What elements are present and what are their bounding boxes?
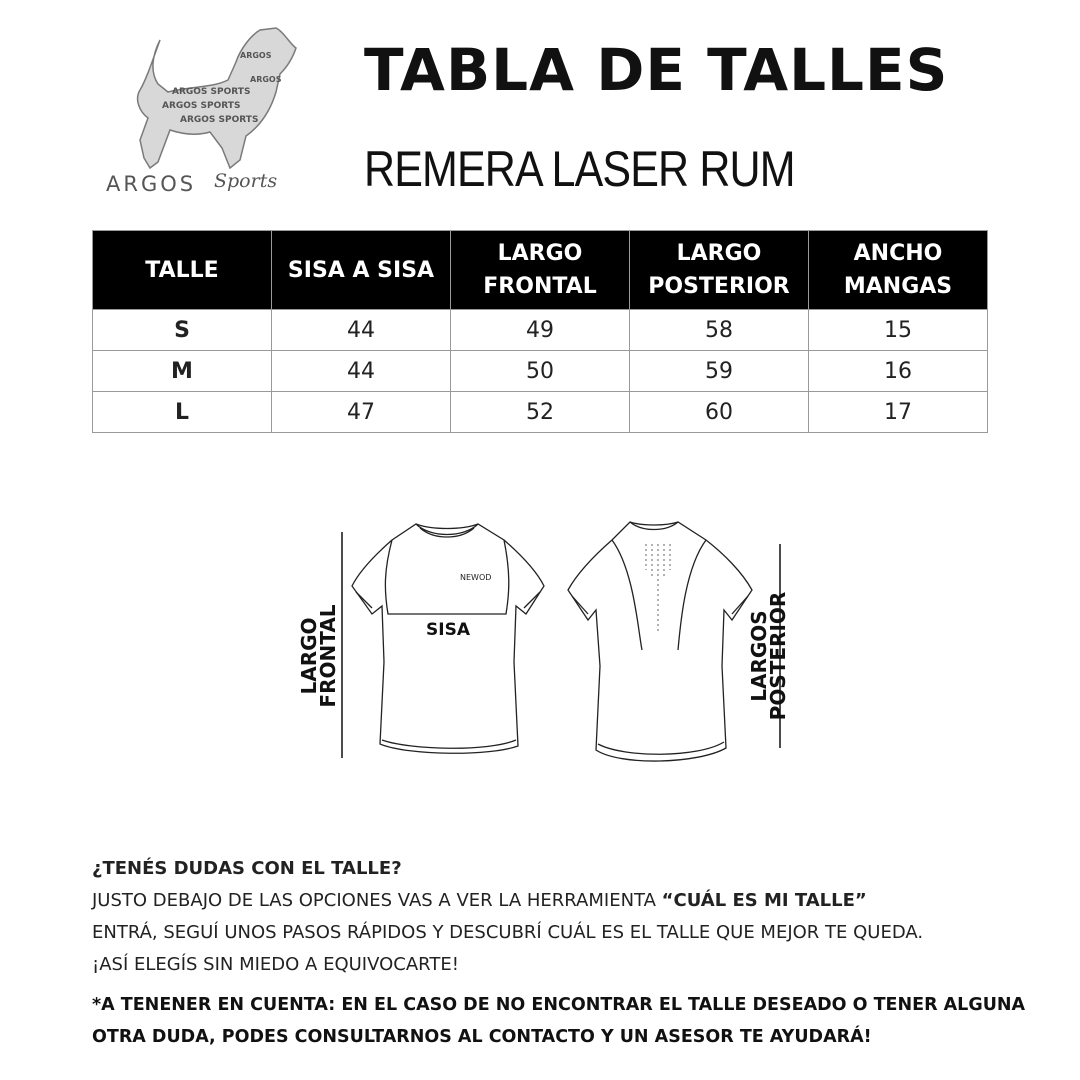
cell-value: 44 (272, 310, 451, 351)
cell-value: 60 (630, 392, 809, 433)
header-text: LARGO (497, 241, 583, 266)
table-header-row (93, 231, 988, 310)
help-section (92, 853, 1042, 981)
table-row (93, 351, 988, 392)
logo-word-2: ARGOS SPORTS (162, 101, 241, 111)
shirt-brand-mark: NEWOD (460, 573, 492, 582)
cell-value: 47 (272, 392, 451, 433)
cell-value: 50 (451, 351, 630, 392)
front-label-line-1: LARGO (297, 617, 321, 695)
header-sisa (272, 231, 451, 310)
help-line-2: ENTRÁ, SEGUÍ UNOS PASOS RÁPIDOS Y DESCUBRÍ CUÁL ES EL TALLE QUE MEJOR TE QUEDA. (92, 922, 924, 943)
header-text: POSTERIOR (648, 274, 790, 299)
table-row (93, 310, 988, 351)
product-name: REMERA LASER RUM (364, 141, 795, 197)
header-text: ANCHO (853, 241, 943, 266)
logo-word-4: ARGOS (240, 51, 272, 60)
help-line-1-text: JUSTO DEBAJO DE LAS OPCIONES VAS A VER LA HERRAMIENTA (92, 890, 662, 911)
logo-word-5: ARGOS (250, 75, 282, 84)
help-line-3: ¡ASÍ ELEGÍS SIN MIEDO A EQUIVOCARTE! (92, 954, 459, 975)
header-ancho-mangas (809, 231, 988, 310)
cell-value: 15 (809, 310, 988, 351)
back-shirt (568, 522, 752, 761)
header-text: LARGO (676, 241, 762, 266)
header-text: SISA A SISA (287, 257, 435, 283)
cell-size: L (93, 392, 272, 433)
header-largo-frontal (451, 231, 630, 310)
front-length-label (297, 601, 340, 711)
table-row (93, 392, 988, 433)
front-label-line-2: FRONTAL (316, 604, 340, 708)
size-table (92, 230, 988, 433)
cell-value: 58 (630, 310, 809, 351)
header-talle (93, 231, 272, 310)
logo-word-3: ARGOS SPORTS (180, 115, 259, 125)
header-text: TALLE (145, 257, 219, 283)
logo-word-1: ARGOS SPORTS (172, 87, 251, 97)
help-line-1 (92, 885, 1042, 917)
note-section (92, 989, 1032, 1053)
cell-value: 44 (272, 351, 451, 392)
back-length-label (747, 591, 790, 721)
header-text: MANGAS (843, 274, 953, 299)
cell-size: S (93, 310, 272, 351)
sisa-label: SISA (426, 620, 470, 640)
logo-wordmark: ARGOS (106, 172, 197, 196)
header-largo-posterior (630, 231, 809, 310)
cell-value: 59 (630, 351, 809, 392)
logo-script: Sports (214, 170, 278, 192)
cell-value: 17 (809, 392, 988, 433)
note-line-2: OTRA DUDA, PODES CONSULTARNOS AL CONTACTO Y UN ASESOR TE AYUDARÁ! (92, 1027, 872, 1047)
cell-value: 16 (809, 351, 988, 392)
note-line-1: *A TENENER EN CUENTA: EN EL CASO DE NO ENCONTRAR EL TALLE DESEADO O TENER ALGUNA (92, 995, 1026, 1015)
size-tool-name: “CUÁL ES MI TALLE” (661, 890, 867, 911)
back-label-line-1: LARGOS (747, 610, 771, 702)
page-title: TABLA DE TALLES (364, 36, 949, 104)
cell-size: M (93, 351, 272, 392)
header-text: FRONTAL (483, 274, 597, 299)
laser-perforation (646, 544, 670, 634)
help-question: ¿TENÉS DUDAS CON EL TALLE? (92, 858, 402, 879)
back-label-line-2: POSTERIOR (766, 591, 790, 721)
cell-value: 49 (451, 310, 630, 351)
garment-diagram (280, 510, 800, 790)
cell-value: 52 (451, 392, 630, 433)
